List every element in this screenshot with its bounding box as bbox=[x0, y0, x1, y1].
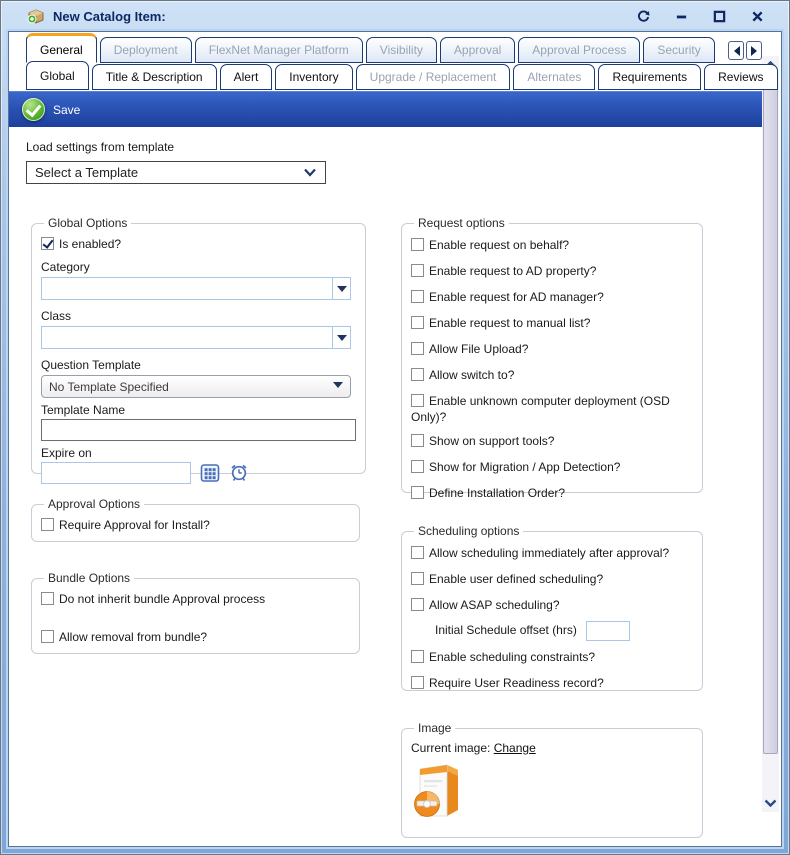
title-bar bbox=[1, 1, 789, 31]
request-option-row bbox=[411, 393, 693, 425]
no-inherit-bundle-label: Do not inherit bundle Approval process bbox=[59, 592, 266, 606]
close-icon[interactable] bbox=[749, 8, 765, 24]
scrollbar-thumb[interactable] bbox=[763, 75, 778, 754]
tab-flexnet-manager-platform[interactable]: FlexNet Manager Platform bbox=[195, 37, 363, 63]
enable-request-ad-property-checkbox[interactable] bbox=[411, 264, 424, 277]
maximize-icon[interactable] bbox=[711, 8, 727, 24]
sched-option-row bbox=[411, 649, 693, 665]
allow-asap-sched-label: Allow ASAP scheduling? bbox=[429, 598, 560, 612]
template-select[interactable] bbox=[26, 161, 326, 184]
question-template-value: No Template Specified bbox=[49, 379, 169, 394]
is-enabled-label: Is enabled? bbox=[59, 237, 122, 251]
schedule-offset-label: Initial Schedule offset (hrs) bbox=[435, 623, 577, 638]
change-image-link[interactable]: Change bbox=[493, 741, 536, 755]
question-template-combobox[interactable] bbox=[41, 375, 351, 398]
window-title: New Catalog Item: bbox=[53, 8, 166, 24]
no-inherit-bundle-row bbox=[41, 591, 350, 607]
require-user-readiness-checkbox[interactable] bbox=[411, 676, 424, 689]
form-content bbox=[9, 32, 781, 846]
no-inherit-bundle-checkbox[interactable] bbox=[41, 592, 54, 605]
tab-scroll-left-icon[interactable] bbox=[728, 41, 744, 60]
toolbar bbox=[9, 91, 762, 127]
show-migration-checkbox[interactable] bbox=[411, 460, 424, 473]
minimize-icon[interactable] bbox=[673, 8, 689, 24]
require-approval-row bbox=[41, 517, 350, 533]
question-template-dropdown-icon bbox=[333, 382, 343, 393]
template-select-value: Select a Template bbox=[35, 165, 139, 180]
allow-removal-checkbox[interactable] bbox=[41, 630, 54, 643]
question-template-label: Question Template bbox=[41, 358, 141, 372]
dialog-body bbox=[8, 31, 782, 847]
enable-request-manual-list-checkbox[interactable] bbox=[411, 316, 424, 329]
tab-alert[interactable]: Alert bbox=[220, 64, 273, 90]
allow-switch-to-label: Allow switch to? bbox=[429, 368, 515, 382]
approval-options-fieldset bbox=[31, 497, 360, 542]
tab-alternates[interactable]: Alternates bbox=[513, 64, 595, 90]
software-box-icon bbox=[413, 762, 463, 818]
expire-on-label: Expire on bbox=[41, 446, 92, 460]
primary-tab-strip bbox=[26, 33, 715, 63]
class-dropdown-icon[interactable] bbox=[332, 327, 350, 348]
request-option-row bbox=[411, 341, 693, 357]
sched-option-row bbox=[411, 675, 693, 691]
template-name-label: Template Name bbox=[41, 403, 126, 417]
category-label: Category bbox=[41, 260, 90, 274]
enable-user-defined-sched-label: Enable user defined scheduling? bbox=[429, 572, 604, 586]
schedule-offset-input[interactable] bbox=[586, 621, 630, 641]
request-option-row bbox=[411, 459, 693, 475]
secondary-tab-strip bbox=[26, 61, 778, 90]
allow-file-upload-label: Allow File Upload? bbox=[429, 342, 529, 356]
save-button-label: Save bbox=[53, 102, 81, 117]
tab-requirements[interactable]: Requirements bbox=[598, 64, 701, 90]
load-template-label: Load settings from template bbox=[26, 140, 175, 154]
require-approval-checkbox[interactable] bbox=[41, 518, 54, 531]
request-option-row bbox=[411, 237, 693, 253]
allow-sched-immediately-checkbox[interactable] bbox=[411, 546, 424, 559]
save-button[interactable] bbox=[22, 98, 80, 121]
global-options-legend: Global Options bbox=[48, 216, 128, 230]
request-option-row bbox=[411, 433, 693, 449]
bundle-options-legend: Bundle Options bbox=[48, 571, 131, 585]
tab-approval-process[interactable]: Approval Process bbox=[518, 37, 640, 63]
tab-reviews[interactable]: Reviews bbox=[704, 64, 777, 90]
show-migration-label: Show for Migration / App Detection? bbox=[429, 460, 621, 474]
show-support-tools-checkbox[interactable] bbox=[411, 434, 424, 447]
allow-switch-to-checkbox[interactable] bbox=[411, 368, 424, 381]
request-option-row bbox=[411, 315, 693, 331]
request-option-row bbox=[411, 367, 693, 383]
category-combobox[interactable] bbox=[41, 277, 351, 300]
scheduling-options-legend: Scheduling options bbox=[418, 524, 520, 538]
tab-scroll-right-icon[interactable] bbox=[746, 41, 762, 60]
sched-option-row bbox=[411, 571, 693, 587]
save-check-icon bbox=[22, 98, 45, 121]
tab-upgrade-replacement[interactable]: Upgrade / Replacement bbox=[356, 64, 511, 90]
global-options-fieldset bbox=[31, 216, 366, 474]
enable-request-ad-property-label: Enable request to AD property? bbox=[429, 264, 597, 278]
allow-removal-label: Allow removal from bundle? bbox=[59, 630, 208, 644]
tab-deployment[interactable]: Deployment bbox=[100, 37, 192, 63]
enable-sched-constraints-checkbox[interactable] bbox=[411, 650, 424, 663]
window-controls bbox=[635, 8, 779, 24]
sched-option-row bbox=[411, 597, 693, 613]
tab-inventory[interactable]: Inventory bbox=[275, 64, 352, 90]
allow-file-upload-checkbox[interactable] bbox=[411, 342, 424, 355]
refresh-icon[interactable] bbox=[635, 8, 651, 24]
vertical-scrollbar[interactable] bbox=[762, 56, 779, 812]
calendar-icon[interactable] bbox=[200, 463, 220, 483]
category-combobox-value bbox=[42, 278, 332, 299]
clock-icon[interactable] bbox=[229, 463, 249, 483]
sched-option-row bbox=[411, 545, 693, 561]
tab-security[interactable]: Security bbox=[643, 37, 714, 63]
tab-general[interactable]: General bbox=[26, 33, 97, 63]
enable-request-on-behalf-label: Enable request on behalf? bbox=[429, 238, 570, 252]
expire-on-row bbox=[41, 462, 356, 484]
enable-request-on-behalf-checkbox[interactable] bbox=[411, 238, 424, 251]
enable-request-manual-list-label: Enable request to manual list? bbox=[429, 316, 591, 330]
request-option-row bbox=[411, 289, 693, 305]
class-combobox-value bbox=[42, 327, 332, 348]
package-plus-icon bbox=[27, 8, 45, 24]
require-user-readiness-label: Require User Readiness record? bbox=[429, 676, 604, 690]
category-dropdown-icon[interactable] bbox=[332, 278, 350, 299]
expire-on-input[interactable] bbox=[41, 462, 191, 484]
tab-global[interactable]: Global bbox=[26, 61, 89, 90]
tab-approval[interactable]: Approval bbox=[440, 37, 515, 63]
define-install-order-label: Define Installation Order? bbox=[429, 486, 566, 500]
bundle-options-fieldset bbox=[31, 571, 360, 654]
tab-visibility[interactable]: Visibility bbox=[366, 37, 437, 63]
allow-sched-immediately-label: Allow scheduling immediately after approval? bbox=[429, 546, 670, 560]
image-legend: Image bbox=[418, 721, 452, 735]
scheduling-options-fieldset bbox=[401, 524, 703, 691]
is-enabled-checkbox[interactable] bbox=[41, 237, 54, 250]
request-options-fieldset bbox=[401, 216, 703, 500]
class-combobox[interactable] bbox=[41, 326, 351, 349]
require-approval-label: Require Approval for Install? bbox=[59, 518, 210, 532]
allow-asap-sched-checkbox[interactable] bbox=[411, 598, 424, 611]
image-fieldset bbox=[401, 721, 703, 838]
enable-sched-constraints-label: Enable scheduling constraints? bbox=[429, 650, 596, 664]
schedule-offset-row bbox=[435, 621, 693, 641]
approval-options-legend: Approval Options bbox=[48, 497, 141, 511]
request-options-legend: Request options bbox=[418, 216, 505, 230]
current-image-row bbox=[411, 741, 693, 755]
show-support-tools-label: Show on support tools? bbox=[429, 434, 555, 448]
chevron-down-icon bbox=[303, 168, 317, 177]
allow-removal-row bbox=[41, 629, 350, 645]
define-install-order-checkbox[interactable] bbox=[411, 486, 424, 499]
enable-request-ad-manager-label: Enable request for AD manager? bbox=[429, 290, 604, 304]
enable-unknown-computer-label: Enable unknown computer deployment (OSD Only)? bbox=[411, 394, 670, 424]
enable-user-defined-sched-checkbox[interactable] bbox=[411, 572, 424, 585]
enable-unknown-computer-checkbox[interactable] bbox=[411, 394, 424, 407]
is-enabled-row bbox=[41, 236, 356, 252]
scroll-down-icon[interactable] bbox=[762, 794, 779, 812]
enable-request-ad-manager-checkbox[interactable] bbox=[411, 290, 424, 303]
template-name-input[interactable] bbox=[41, 419, 356, 441]
request-option-row bbox=[411, 263, 693, 279]
current-image-label: Current image: bbox=[411, 741, 491, 755]
class-label: Class bbox=[41, 309, 72, 323]
tab-title-description[interactable]: Title & Description bbox=[92, 64, 217, 90]
request-option-row bbox=[411, 485, 693, 501]
